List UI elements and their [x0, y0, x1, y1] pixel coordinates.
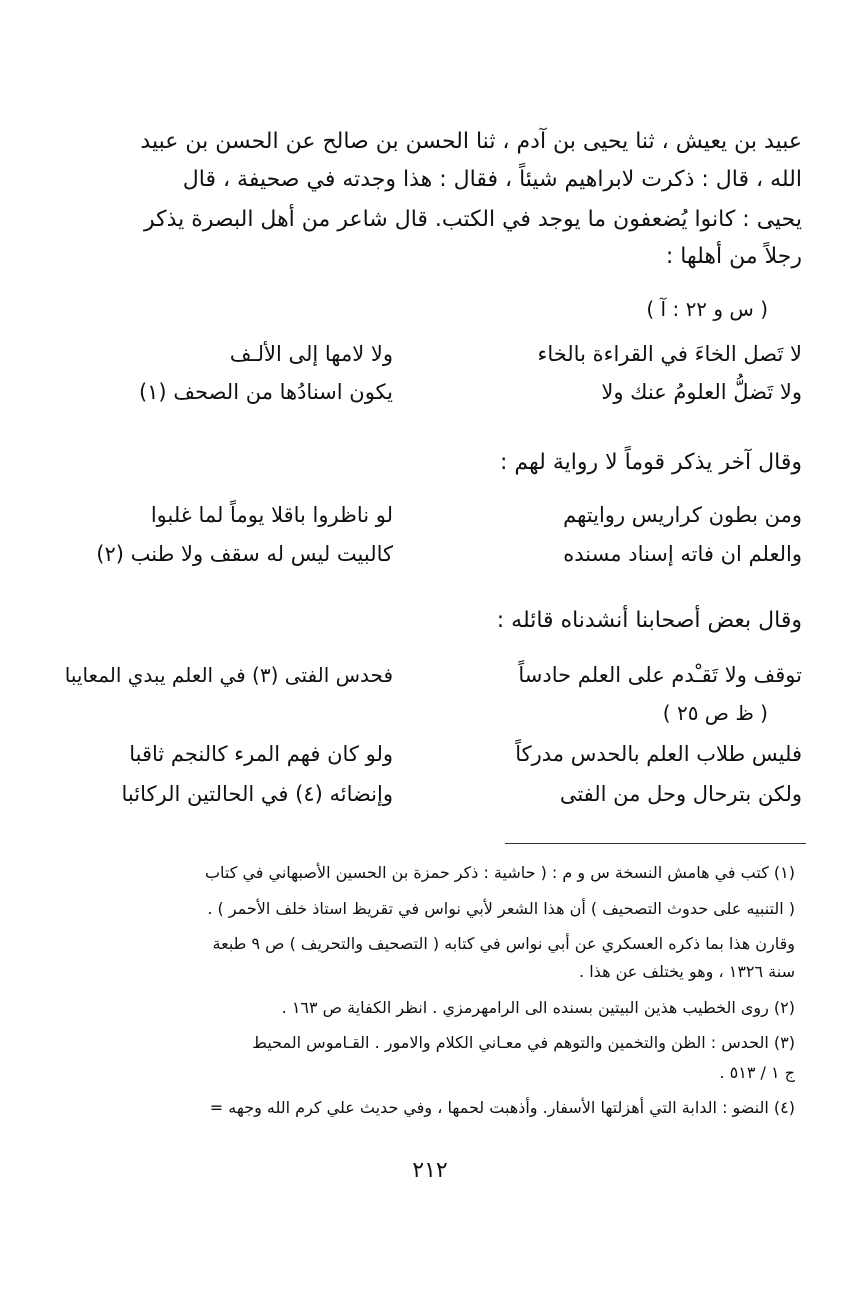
page-number: ٢١٢	[412, 1158, 448, 1183]
verse-hemistich-left: يكون اسنادُها من الصحف (١)	[138, 380, 393, 404]
footnote-line: سنة ١٣٢٦ ، وهو يختلف عن هذا .	[579, 962, 795, 981]
verse-hemistich-left: فحدس الفتى (٣) في العلم يبدي المعايبا	[64, 663, 393, 687]
verse-hemistich-right: والعلم ان فاته إسناد مسنده	[563, 542, 802, 566]
verse-hemistich-right: ولا تَضلُّ العلومُ عنك ولا	[601, 380, 802, 404]
verse-intro: وقال آخر يذكر قوماً لا رواية لهم :	[499, 450, 802, 475]
verse-hemistich-right: ولكن بترحال وحل من الفتى	[559, 782, 802, 806]
verse-hemistich-right: توقف ولا تَقـْدم على العلم حادساً	[518, 663, 802, 687]
verse-intro: وقال بعض أصحابنا أنشدناه قائله :	[496, 608, 802, 633]
prose-line: يحيى : كانوا يُضعفون ما يوجد في الكتب. قال شاعر من أهل البصرة يذكر	[143, 207, 802, 232]
verse-hemistich-right: فليس طلاب العلم بالحدس مدركاً	[515, 742, 802, 766]
footnote-line: (١) كتب في هامش النسخة س و م : ( حاشية : ذكر حمزة بن الحسين الأصبهاني في كتاب	[204, 863, 795, 882]
verse-hemistich-left: وإنضائه (٤) في الحالتين الركائبا	[121, 782, 393, 806]
footnote-line: ( التنبيه على حدوث التصحيف ) أن هذا الشعر لأبي نواس في تقريظ استاذ خلف الأحمر ) .	[207, 899, 795, 918]
footnote-divider	[505, 843, 806, 844]
verse-hemistich-left: ولو كان فهم المرء كالنجم ثاقبا	[129, 742, 393, 766]
verse-hemistich-left: ولا لامها إلى الألـف	[229, 342, 393, 366]
manuscript-marker: ( ظ ص ٢٥ )	[662, 701, 768, 725]
verse-hemistich-right: ومن بطون كراريس روايتهم	[563, 503, 802, 527]
footnote-line: (٤) النضو : الدابة التي أهزلتها الأسفار. وأذهبت لحمها ، وفي حديث علي كرم الله وجهه =	[209, 1098, 795, 1117]
footnote-line: (٣) الحدس : الظن والتخمين والتوهم في معـاني الكلام والامور . القـاموس المحيط	[252, 1033, 795, 1052]
footnote-line: وقارن هذا بما ذكره العسكري عن أبي نواس في كتابه ( التصحيف والتحريف ) ص ٩ طبعة	[212, 934, 795, 953]
footnote-line: ج ١ / ٥١٣ .	[719, 1063, 795, 1082]
prose-line: رجلاً من أهلها :	[665, 244, 802, 269]
verse-hemistich-left: كالبيت ليس له سقف ولا طنب (٢)	[96, 542, 393, 566]
verse-hemistich-left: لو ناظروا باقلا يوماً لما غلبوا	[150, 503, 393, 527]
footnote-line: (٢) روى الخطيب هذين البيتين بسنده الى الرامهرمزي . انظر الكفاية ص ١٦٣ .	[281, 998, 795, 1017]
verse-hemistich-right: لا تَصل الخاءَ في القراءة بالخاء	[537, 342, 802, 366]
manuscript-marker: ( س و ٢٢ : آ )	[646, 297, 768, 321]
prose-line: عبيد بن يعيش ، ثنا يحيى بن آدم ، ثنا الحسن بن صالح عن الحسن بن عبيد	[140, 129, 802, 154]
prose-line: الله ، قال : ذكرت لابراهيم شيئاً ، فقال : هذا وجدته في صحيفة ، قال	[182, 167, 802, 192]
